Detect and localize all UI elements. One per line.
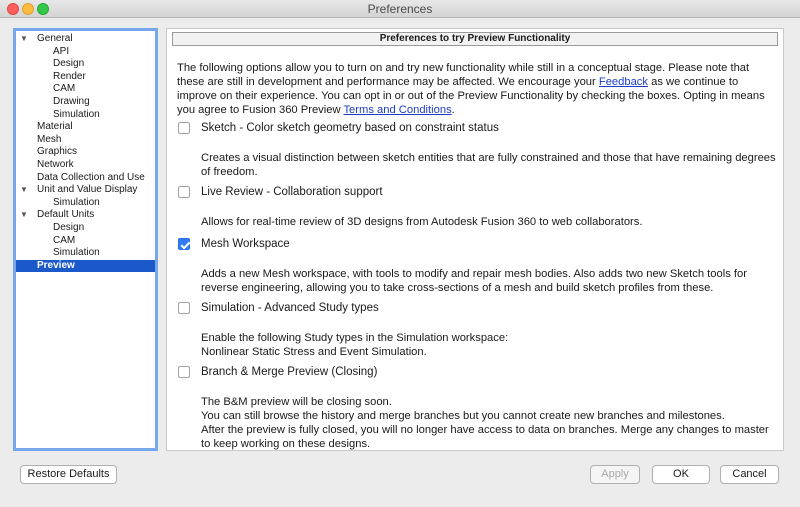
preferences-tree[interactable] [13, 28, 158, 451]
description-line: Creates a visual distinction between sketch entities that are fully constrained and those that have remaining degrees of freedom. [201, 152, 776, 178]
tree-item-drawing[interactable] [16, 96, 155, 109]
preview-option-description [201, 151, 777, 179]
tree-item-label: Design [53, 58, 85, 70]
preview-option-checkbox[interactable] [178, 238, 190, 250]
tree-item-simulation[interactable] [16, 109, 155, 122]
tree-item-simulation[interactable] [16, 197, 155, 210]
tree-item-material[interactable] [16, 121, 155, 134]
preview-option-checkbox[interactable] [178, 186, 190, 198]
preview-option-description [201, 267, 777, 295]
preview-option-checkbox[interactable] [178, 122, 190, 134]
tree-item-default-units[interactable] [16, 209, 155, 222]
description-line: After the preview is fully closed, you will no longer have access to data on branches. Merge any changes to master to keep working on these designs. [201, 424, 769, 450]
tree-item-cam[interactable] [16, 83, 155, 96]
preview-option-label[interactable]: Branch & Merge Preview (Closing) [201, 366, 378, 378]
tree-item-graphics[interactable] [16, 146, 155, 159]
apply-button[interactable]: Apply [590, 465, 640, 484]
tree-item-label: Material [37, 121, 73, 133]
preview-preferences-panel [166, 28, 784, 451]
preview-option-checkbox[interactable] [178, 366, 190, 378]
ok-button[interactable]: OK [652, 465, 710, 484]
tree-item-label: Simulation [53, 196, 100, 208]
terms-link[interactable]: Terms and Conditions [343, 104, 452, 116]
tree-item-label: Network [37, 158, 74, 170]
window-title: Preferences [367, 2, 433, 16]
preview-option [177, 237, 777, 295]
disclosure-triangle-icon[interactable]: ▼ [20, 185, 28, 195]
tree-item-label: Default Units [37, 209, 95, 221]
preview-option-label[interactable]: Mesh Workspace [201, 238, 290, 250]
intro-text-3: . [451, 104, 455, 116]
tree-item-label: Graphics [37, 146, 78, 158]
tree-item-label: CAM [53, 83, 76, 95]
preview-option [177, 301, 777, 359]
preview-option [177, 185, 777, 229]
tree-item-label: Data Collection and Use [37, 171, 145, 183]
cancel-button[interactable]: Cancel [720, 465, 779, 484]
preview-option [177, 365, 777, 451]
tree-item-design[interactable] [16, 58, 155, 71]
preview-option-label[interactable]: Live Review - Collaboration support [201, 186, 383, 198]
preview-option-checkbox[interactable] [178, 302, 190, 314]
tree-item-cam[interactable] [16, 235, 155, 248]
tree-item-simulation[interactable] [16, 247, 155, 260]
preview-option-label[interactable]: Simulation - Advanced Study types [201, 302, 379, 314]
restore-defaults-button[interactable]: Restore Defaults [20, 465, 117, 484]
tree-item-label: Design [53, 221, 85, 233]
tree-item-label: API [53, 45, 70, 57]
description-line: The B&M preview will be closing soon. [201, 396, 392, 408]
description-line: Adds a new Mesh workspace, with tools to modify and repair mesh bodies. Also adds two new Sketch tools for reverse engineering, allowing you to take cross-sections of a mesh and build sketch profiles from these. [201, 268, 747, 294]
tree-item-label: Simulation [53, 108, 100, 120]
tree-item-unit-and-value-display[interactable] [16, 184, 155, 197]
feedback-link[interactable]: Feedback [598, 76, 648, 88]
disclosure-triangle-icon[interactable]: ▼ [20, 210, 28, 220]
tree-item-design[interactable] [16, 222, 155, 235]
tree-item-data-collection-and-use[interactable] [16, 172, 155, 185]
tree-item-label: Mesh [37, 133, 62, 145]
tree-item-render[interactable] [16, 71, 155, 84]
preview-option-label[interactable]: Sketch - Color sketch geometry based on constraint status [201, 122, 499, 134]
tree-item-label: Drawing [53, 95, 90, 107]
description-line: Enable the following Study types in the Simulation workspace: [201, 332, 509, 344]
description-line: Allows for real-time review of 3D designs from Autodesk Fusion 360 to web collaborators. [201, 216, 643, 228]
disclosure-triangle-icon[interactable]: ▼ [20, 34, 28, 43]
tree-item-general[interactable] [16, 33, 155, 46]
tree-item-label: CAM [53, 234, 76, 246]
description-line: Nonlinear Static Stress and Event Simulation. [201, 346, 427, 358]
preview-option-description [201, 331, 777, 359]
tree-item-label: Unit and Value Display [37, 184, 138, 196]
preview-option [177, 121, 777, 179]
intro-text-1: The following options allow you to turn on and try new functionality while still in a conceptual stage. Please note that these are still in development and performance may be affected. We encourage your [177, 62, 750, 88]
intro-paragraph [177, 61, 777, 117]
title-bar [0, 0, 800, 18]
tree-item-label: Simulation [53, 247, 100, 259]
tree-item-label: Render [53, 70, 86, 82]
preview-option-description [201, 395, 777, 451]
tree-item-api[interactable] [16, 46, 155, 59]
tree-item-mesh[interactable] [16, 134, 155, 147]
tree-item-label: General [37, 33, 73, 44]
description-line: You can still browse the history and merge branches but you cannot create new branches and milestones. [201, 410, 725, 422]
panel-header: Preferences to try Preview Functionality [172, 32, 778, 46]
tree-item-label: Preview [37, 259, 75, 271]
intro-text-2: as we continue to improve on their experience. You can opt in or out of the Preview Functionality by checking the boxes. Opting in means you agree to Fusion 360 Preview [177, 76, 765, 116]
tree-item-preview[interactable] [16, 260, 155, 273]
preview-option-description [201, 215, 777, 229]
tree-item-network[interactable] [16, 159, 155, 172]
